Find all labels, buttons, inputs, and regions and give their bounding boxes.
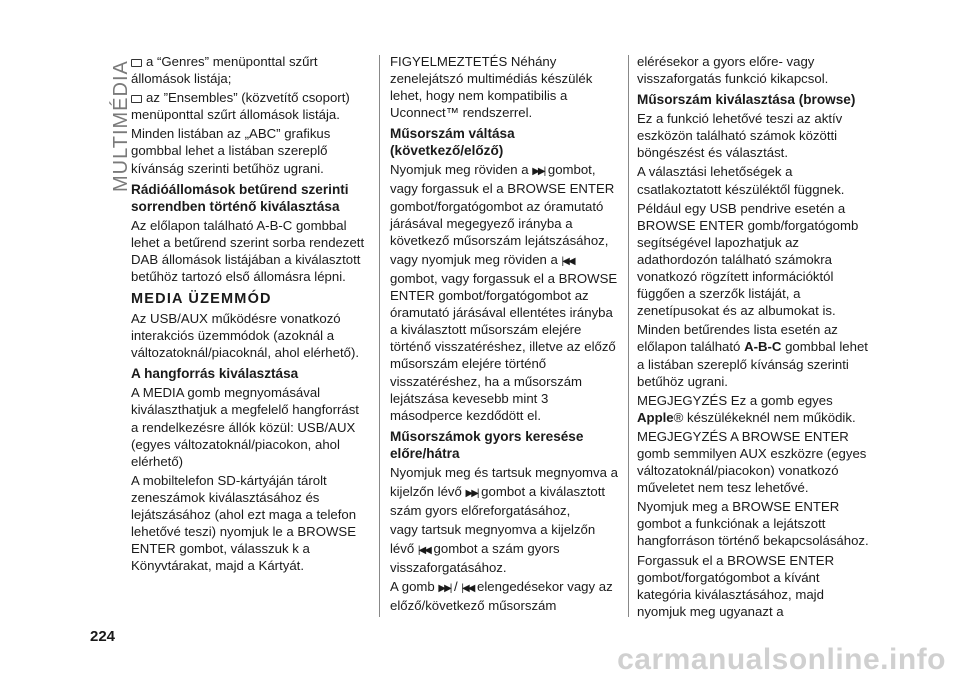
column-divider (628, 55, 629, 617)
previous-track-icon: |◀◀ (561, 255, 574, 267)
section-heading: A hangforrás kiválasztása (131, 366, 299, 382)
checkbox-bullet-icon (131, 95, 142, 103)
paragraph: Például egy USB pendrive esetén a BROWSE ENTER gomb/forgatógomb segítségével lapozhatjuk az adathordozón található számokra vonatkozó rögzített információktól függően a szerzők listáját, a zenetípusokat és az albumokat is. (637, 200, 859, 319)
list-item: az ”Ensembles” (közvetítő csoport) menüponttal szűrt állomások listája. (131, 90, 350, 123)
major-heading: MEDIA ÜZEMMÓD (131, 291, 272, 308)
paragraph: A mobiltelefon SD-kártyáján tárolt zeneszámok kiválasztásához és lejátszásához (ahol ezt maga a telefon lehetővé teszi) nyomjuk le a BROWSE ENTER gombot, válasszuk k a Könyvtárakat, majd a Kártyát. (131, 472, 357, 574)
column-2 (390, 53, 618, 617)
paragraph: elérésekor a gyors előre- vagy visszaforgatás funkció kikapcsol. (637, 54, 829, 87)
column-3 (637, 53, 869, 622)
section-heading: Műsorszámok gyors keresése előre/hátra (390, 428, 584, 461)
paragraph: Nyomjuk meg a BROWSE ENTER gombot a funkciónak a lejátszott hangforráson történő bekapcsolásához. (637, 499, 869, 549)
warning-paragraph: FIGYELMEZTETÉS Néhány zenelejátszó multimédiás készülék lehet, hogy nem kompatibilis a Uconnect™ rendszerrel. (390, 54, 593, 121)
next-track-icon: ▶▶| (438, 583, 451, 595)
paragraph: Forgassuk el a BROWSE ENTER gombot/forgatógombot a kívánt kategória kiválasztásához, majd nyomjuk meg ugyanazt a (637, 552, 835, 619)
watermark: carmanualsonline.info (617, 643, 946, 676)
paragraph: lévő |◀◀ gombot a szám gyors visszaforgatásához. (390, 541, 560, 576)
previous-track-icon: |◀◀ (461, 583, 474, 595)
paragraph: Nyomjuk meg röviden a ▶▶| gombot, vagy forgassuk el a BROWSE ENTER gombot/forgatógombot az óramutató járásával megegyező irányba a következő műsorszám lejátszásához, (390, 162, 615, 248)
note-paragraph: MEGJEGYZÉS Ez a gomb egyes Apple® készülékeknél nem működik. (637, 392, 856, 425)
paragraph: Az USB/AUX működésre vonatkozó interakciós üzemmódok (azoknál a változatoknál/piacoknál, ahol elérhető). (131, 311, 359, 361)
paragraph: vagy tartsuk megnyomva a kijelzőn (390, 522, 596, 538)
next-track-icon: ▶▶| (532, 166, 545, 178)
paragraph: Minden listában az „ABC” grafikus gombbal lehet a listában szereplő kívánság szerinti betűhöz ugrani. (131, 126, 331, 176)
note-paragraph: MEGJEGYZÉS A BROWSE ENTER gomb semmilyen AUX eszközre (egyes változatoknál/piacokon) vonatkozó műveletet nem tesz lehetővé. (637, 428, 867, 496)
paragraph: A gomb ▶▶| / |◀◀ elengedésekor vagy az előző/következő műsorszám (390, 579, 613, 614)
paragraph: Minden betűrendes lista esetén az előlapon található A-B-C gombbal lehet a listában szereplő kívánság szerinti betűhöz ugrani. (637, 322, 868, 389)
page-number: 224 (90, 628, 116, 645)
paragraph: vagy nyomjuk meg röviden a |◀◀ gombot, vagy forgassuk el a BROWSE ENTER gombot/forgatógombot az óramutató járásával ellentétes irányba a kiválasztott műsorszám elejére történő visszatéréshez, illetve az előző műsorszám elejére történő visszatéréshez, ha a műsorszám lejátszása kevesebb mint 3 másodperce kezdődött el. (390, 251, 618, 423)
paragraph: Az előlapon található A-B-C gombbal lehet a betűrend szerint sorba rendezett DAB állomások listájában a kiválasztott betűhöz tartozó első állomásra lépni. (131, 217, 365, 284)
next-track-icon: ▶▶| (465, 487, 478, 499)
column-1 (131, 53, 369, 576)
paragraph: kijelzőn lévő ▶▶| gombot a kiválasztott szám gyors előreforgatásához, (390, 483, 606, 518)
section-title-vertical: MULTIMÉDIA (110, 60, 132, 192)
section-heading: Műsorszám váltása (következő/előző) (390, 126, 515, 159)
column-divider (379, 55, 380, 617)
section-heading: Műsorszám kiválasztása (browse) (637, 92, 856, 108)
list-item: a “Genres” menüponttal szűrt állomások listája; (131, 54, 318, 87)
paragraph: A választási lehetőségek a csatlakoztatott készüléktől függnek. (637, 164, 845, 197)
paragraph: Nyomjuk meg és tartsuk megnyomva a (390, 464, 618, 480)
section-heading: Rádióállomások betűrend szerinti sorrendben történő kiválasztása (131, 181, 349, 214)
paragraph: A MEDIA gomb megnyomásával kiválaszthatjuk a megfelelő hangforrást a rendelkezésre állók közül: USB/AUX (egyes változatoknál/piacokon, ahol elérhető) (131, 385, 359, 469)
checkbox-bullet-icon (131, 59, 142, 67)
previous-track-icon: |◀◀ (417, 545, 430, 557)
paragraph: Ez a funkció lehetővé teszi az aktív eszközön található számok közötti böngészést és választást. (637, 111, 843, 161)
